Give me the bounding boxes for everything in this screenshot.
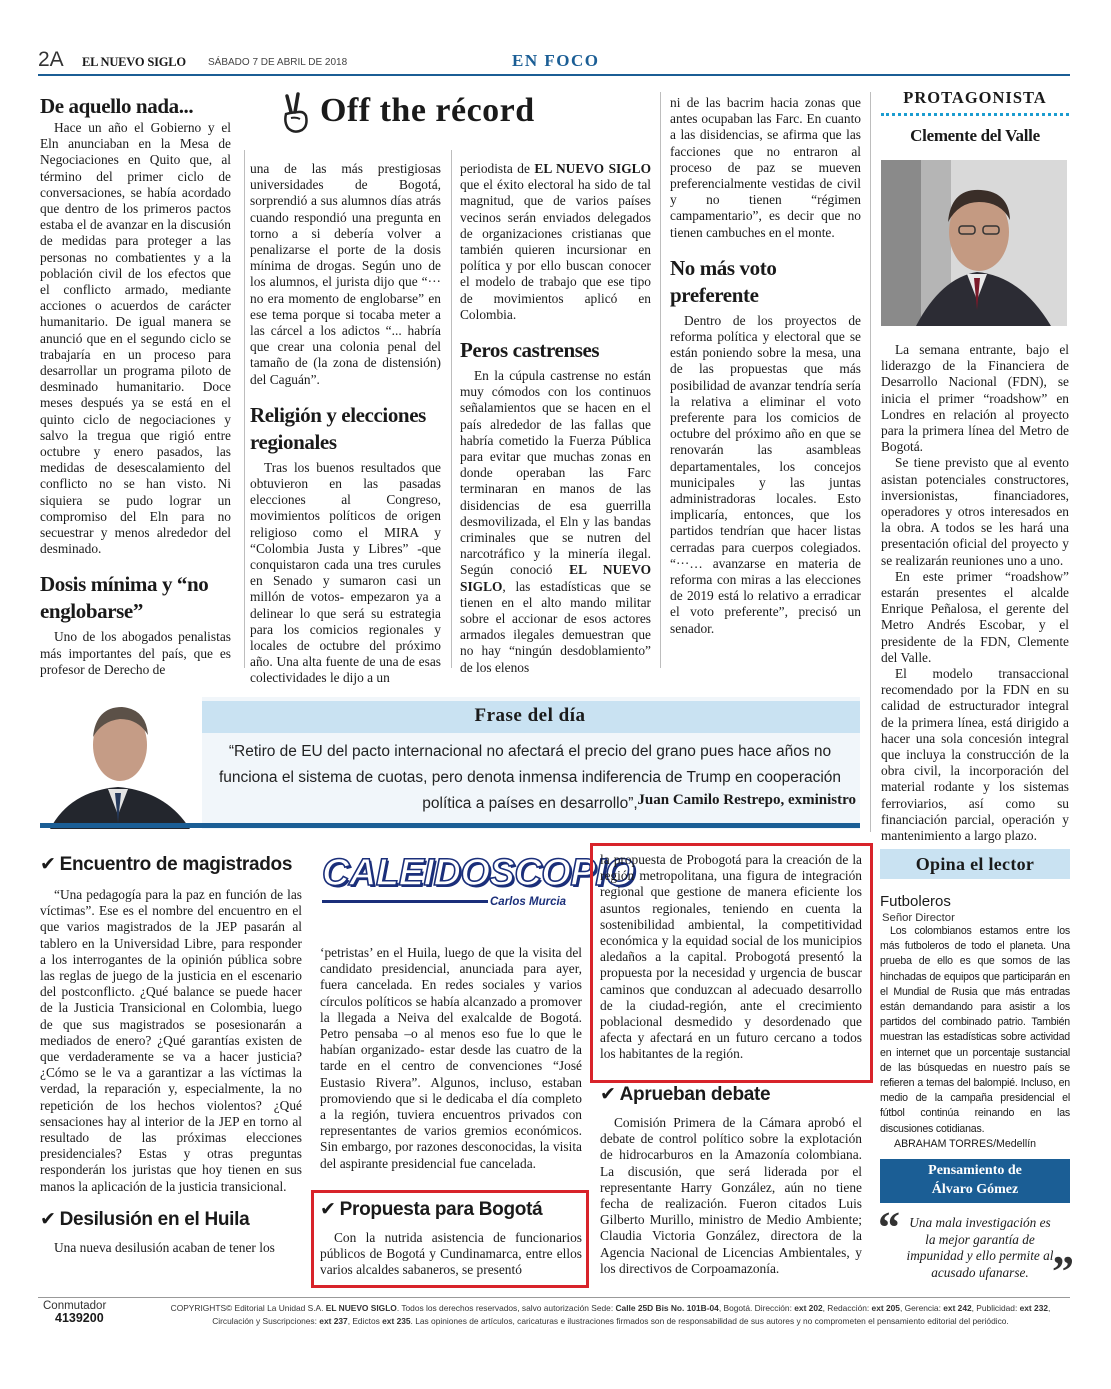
frase-portrait <box>40 697 202 829</box>
page-number: 2A <box>38 48 64 71</box>
article-text: Tras los buenos resultados que obtuvieron en las pasadas elecciones al Congreso, movimientos políticos de origen religioso como el MIRA y “Colombia Justa y Libres” -que conquistaron cada una tres curules en Senado y sumaron casi un millón de votos- empezaron ya a delinear lo que será su estrategia para los comicios regionales y locales de octubre del próximo año. Una alta fuente de una de esas colectividades le dijo a un <box>250 459 441 686</box>
letter-title: Futboleros <box>880 893 951 910</box>
frase-bottom-rule <box>40 823 860 828</box>
headline-religion: Religión y elecciones regionales <box>250 402 426 454</box>
column-4 <box>670 95 861 637</box>
footer-line-2: Circulación y Suscripciones: ext 237, Edictos ext 235. Las opiniones de artículos, caricaturas e ilustraciones firmados son de responsabilidad de sus autores y no comprometen el pensamiento editorial del periódico. <box>212 1315 1009 1326</box>
article-text: Uno de los abogados penalistas más importantes del país, que es profesor de Derecho de <box>40 629 231 677</box>
off-record-title <box>278 92 598 138</box>
frase-title: Frase del día <box>474 705 586 726</box>
frase-del-dia-box <box>40 697 860 829</box>
headline-encuentro-magistrados: ✔ Encuentro de magistrados <box>40 853 293 875</box>
dotted-rule <box>881 113 1069 116</box>
article-text: Dentro de los proyectos de reforma política y electoral que se están poniendo sobre la mesa, una de las propuestas que más posibilidad de avanzar tendría sería la relativa a eliminar el voto preferente para los comicios de octubre del próximo año en que se renovarán las asambleas departamentales, los concejos municipales y las juntas administradoras locales. Esto implicaría, entonces, que los partidos tendrían que hacer listas cerradas para cuerpos colegiados. “···… avanzarse en materia de reforma con miras a las elecciones de 2019 está lo relativo a erradicar el voto preferente”, precisó un senador. <box>670 312 861 636</box>
caleidoscopio-column-2 <box>320 945 582 1172</box>
headline-peros-castrenses: Peros castrenses <box>460 338 600 363</box>
article-text: una de las más prestigiosas universidades de Bogotá, sorprendió a sus alumnos días atrás cuando respondió una pregunta en torno a si debería volver a penalizarse el porte de la dosis mínima de drogas. Según uno de los alumnos, el jurista dijo que “··· no era momento de englobarse” en ese tema porque si tocaba meter a las cárcel a los adictos “... habría que crear una colonia penal del tamaño de (la zona de distensión) del Caguán”. <box>250 161 441 387</box>
article-text: periodista de EL NUEVO SIGLO que el éxito electoral ha sido de tal magnitud, que de varios países vecinos serán enviados delegados de organizaciones cristianas que también quieren incursionar en política y por ello buscan conocer el modelo de trabajo que ese tipo de movimientos aplicó en Colombia. <box>460 161 651 322</box>
check-icon: ✔ <box>40 1207 56 1230</box>
column-1 <box>40 93 231 678</box>
conmutador-number: 4139200 <box>55 1311 104 1325</box>
header-date: SÁBADO 7 DE ABRIL DE 2018 <box>208 57 348 68</box>
page-header <box>38 46 1070 76</box>
footer-line-1: COPYRIGHTS© Editorial La Unidad S.A. EL NUEVO SIGLO. Todos los derechos reservados, salvo autorización Sede: Calle 25D Bis No. 101B-04, Bogotá. Dirección: ext 202, Redacción: ext 205, Gerencia: ext 242, Publicidad: ext 232, <box>170 1303 1051 1313</box>
opina-title: Opina el lector <box>880 849 1070 879</box>
caleidoscopio-byline: Carlos Murcia <box>490 896 567 908</box>
article-text: En la cúpula castrense no están muy cómodos con los continuos señalamientos que se hacen en el país alrededor de las fallas que habría cometido la Fuerza Pública para evitar que muchas zonas en donde operaban las Farc terminaran en manos de las disidencias de esa guerrilla desmovilizada, el Eln y las bandas criminales que se nutren del narcotráfico y la minería ilegal. Según conoció EL NUEVO SIGLO, las estadísticas que se tienen en el alto mando militar sobre el accionar de esos actores armados ilegales demuestran que no hay “ningún desdoblamiento” de los elenos <box>460 368 652 675</box>
protagonista-photo <box>881 160 1067 326</box>
caleidoscopio-logo: CALEIDOSCOPIO <box>322 852 635 894</box>
column-rule <box>244 150 245 668</box>
protagonista-box <box>881 88 1069 844</box>
column-2 <box>250 161 441 687</box>
victory-hand-icon <box>278 92 312 134</box>
check-icon: ✔ <box>320 1198 336 1220</box>
conmutador-label: Conmutador <box>43 1300 107 1312</box>
pensamiento-quote: Una mala investigación es la mejor garantía de impunidad y ello permite al acusado ufanarse. <box>906 1215 1054 1280</box>
column-rule <box>660 92 661 668</box>
pensamiento-header <box>880 1159 1070 1203</box>
aprueban-section <box>600 1082 862 1277</box>
protagonista-text: Se tiene previsto que al evento asistan potenciales constructores, inversionistas, financiadores, operadores y otros interesados en la obra. A todos se les hará una presentación oficial del proyecto y se realizarán reuniones uno a uno. <box>881 455 1069 568</box>
caleidoscopio-text: ‘petristas’ en el Huila, luego de que la visita del candidato presidencial, anunciada para ayer, fuera cancelada. En redes sociales y varios círculos políticos se había alcanzado a promover la llegada a Neiva del exalcalde de Bogotá. Petro pensaba –o al menos eso fue lo que le habían organizado- estar desde las cuatro de la tarde en el centro de convenciones “José Eustasio Rivera”. Algunos, incluso, estaban promoviendo que si le dedicaba el día completo a la región, tuviera encuentros privados con representantes de varios gremios económicos. Sin embargo, por razones desconocidas, la visita del aspirante presidencial fue cancelada. <box>320 945 582 1171</box>
caleidoscopio-column-1 <box>40 852 302 1256</box>
article-text: ni de las bacrim hacia zonas que antes ocupaban las Farc. En cuanto a las disidencias, se afirma que las facciones que no entraron al proceso de paz se mueven preferencialmente vestidas de civil y no tienen “régimen campamentario”, es decir que no tienen cambuches en el monte. <box>670 95 861 240</box>
headline-aprueban-debate: ✔ Aprueban debate <box>600 1083 771 1105</box>
column-rule <box>451 150 452 668</box>
headline-propuesta-bogota: ✔ Propuesta para Bogotá <box>320 1198 543 1220</box>
pensamiento-close-quote: ” <box>1052 1247 1074 1296</box>
check-icon: ✔ <box>40 853 56 875</box>
footer-copyright <box>148 1302 1073 1327</box>
pensamiento-open-quote: “ <box>878 1203 900 1252</box>
caleidoscopio-logo-block <box>318 852 635 932</box>
propuesta-section <box>320 1197 582 1279</box>
headline-voto-preferente: No más voto preferente <box>670 255 777 307</box>
headline-desilusion-huila: ✔ Desilusión en el Huila <box>40 1207 250 1230</box>
caleidoscopio-text: la propuesta de Probogotá para la creación de la región metropolitana, una figura de integración regional que gestione de manera eficiente los asuntos regionales, teniendo en cuenta la sostenibilidad ambiental, la competitividad económica y la equidad social de los municipios aledaños a la capital. Probogotá presentó la propuesta por la necesidad y urgencia de buscar caminos que conduzcan al adecuado desarrollo de la ciudad-región, ante el crecimiento poblacional desmedido y desordenado que afecta y afectará en un futuro cercano a todos los habitantes de la región. <box>600 852 862 1062</box>
pensamiento-author: Álvaro Gómez <box>931 1182 1019 1197</box>
check-icon: ✔ <box>600 1083 616 1105</box>
off-record-heading: Off the récord <box>320 92 535 129</box>
pensamiento-title: Pensamiento de <box>928 1163 1022 1178</box>
column-3 <box>460 161 651 676</box>
letter-signature: ABRAHAM TORRES/Medellín <box>894 1137 1037 1150</box>
section-title: EN FOCO <box>512 51 600 70</box>
caleidoscopio-text: Con la nutrida asistencia de funcionarios públicos de Bogotá y Cundinamarca, entre ellos varios alcaldes sabaneros, se presentó <box>320 1230 582 1278</box>
protagonista-text: La semana entrante, bajo el liderazgo de la Financiera de Desarrollo Nacional (FDN), se inicia el primer “roadshow” en Londres en relación al proyecto para la primera línea del Metro de Bogotá. <box>881 342 1069 455</box>
paper-name: EL NUEVO SIGLO <box>82 55 186 69</box>
frase-quote: “Retiro de EU del pacto internacional no afectará el precio del grano pues hace años no funciona el sistema de cuotas, pero denota inmensa indiferencia de Trump en cooperación política a países en desarrollo”, <box>218 743 842 812</box>
opina-box <box>880 849 1070 1152</box>
protagonista-name: Clemente del Valle <box>910 126 1040 145</box>
protagonista-text: El modelo transaccional recomendado por la FDN en su calidad de estructurador integral de la primera línea, está dirigido a hacer una sola concesión integral que incluya la construcción de la obra civil, la incorporación del material rodante y los sistemas ferroviarios, así como su financiación parcial, operación y mantenimiento a largo plazo. <box>881 666 1069 844</box>
protagonista-label: PROTAGONISTA <box>903 88 1047 107</box>
column-rule <box>870 92 871 832</box>
letter-text: Los colombianos estamos entre los más futboleros de todo el planeta. Una prueba de ello es que somos de las hinchadas de equipos que participarán en el Mundial de Rusia que más entradas están demandando para asistir a los partidos del combinado patrio. También muestran las estadísticas sobre actividad en internet que un porcentaje sustancial de las búsquedas en nuestro país se refieren a temas del balompié. Incluso, en medio de la campaña presidencial el fútbol continúa reinando en las discusiones cotidianas. <box>880 925 1070 1135</box>
header-rule <box>38 74 1070 76</box>
headline-de-aquello: De aquello nada... <box>40 94 194 118</box>
logo-underline <box>322 900 488 903</box>
caleidoscopio-column-3 <box>600 852 862 1063</box>
caleidoscopio-text: Comisión Primera de la Cámara aprobó el debate de control político sobre la explotación de hidrocarburos en la Amazonía colombiana. La discusión, que será liderada por el representante Harry González, aún no tiene fecha de realización. Fueron citados Luis Gilberto Murillo, ministro de Medio Ambiente; Claudia Victoria González, directora de la Agencia Nacional de Licencias Ambientales, y los directivos de Corpoamazonía. <box>600 1115 862 1276</box>
protagonista-text: En este primer “roadshow” estarán presentes el alcalde Enrique Peñalosa, el gerente del Metro Andrés Escobar, y el presidente de la FDN, Clemente del Valle. <box>881 568 1069 665</box>
headline-dosis-minima: Dosis mínima y “no englobarse” <box>40 572 209 624</box>
caleidoscopio-text: Una nueva desilusión acaban de tener los <box>54 1239 275 1255</box>
frase-author: Juan Camilo Restrepo, exministro <box>637 792 856 808</box>
footer-rule <box>38 1297 1070 1298</box>
letter-salutation: Señor Director <box>882 912 955 924</box>
article-text: Hace un año el Gobierno y el Eln anunciaban en la Mesa de Negociaciones en Quito que, al término del primer ciclo de conversaciones, se había acordado que dentro de los primeros pactos estaba el de avanzar en la discusión de medidas para proteger a las personas no combatientes y a la población civil de los efectos que el conflicto armado, mediante acciones o acuerdos de carácter humanitario. De igual manera se anunció que en el segundo ciclo se trabajaría en un proceso para desarrollar un programa piloto de desminado humanitario. Doce meses después ya se está en el quinto ciclo de negociaciones y salvo la tregua que rigió entre octubre y enero pasados, las medidas de desescalamiento del conflicto no se han visto. Ni siquiera se pudo lograr un compromiso del Eln para no secuestrar y menos alrededor del desminado. <box>40 120 231 557</box>
caleidoscopio-text: “Una pedagogía para la paz en función de las víctimas”. Ese es el nombre del encuentro en el que varios magistrados de la JEP pasarán al tablero en la Universidad Libre, para responder a los interrogantes de la opinión pública sobre las reglas de juego de la justicia en el escenario del postconflicto. ¿Qué balance se puede hacer de la Justicia Transicional en Colombia, luego de que sus magistrados se posesionarán a mediados de enero? ¿Qué garantías existen de que verdaderamente se va a hacer justicia? ¿Cómo se le va a garantizar a las víctimas la verdad, la reparación y, especialmente, la no repetición de los hechos violentos? ¿Qué sensaciones hay al interior de la JEP en torno al resultado de las próximas elecciones presidenciales? Estas y otras preguntas responderán los juristas que hoy tienen en sus manos la aplicación de la justicia transicional. <box>40 887 302 1194</box>
